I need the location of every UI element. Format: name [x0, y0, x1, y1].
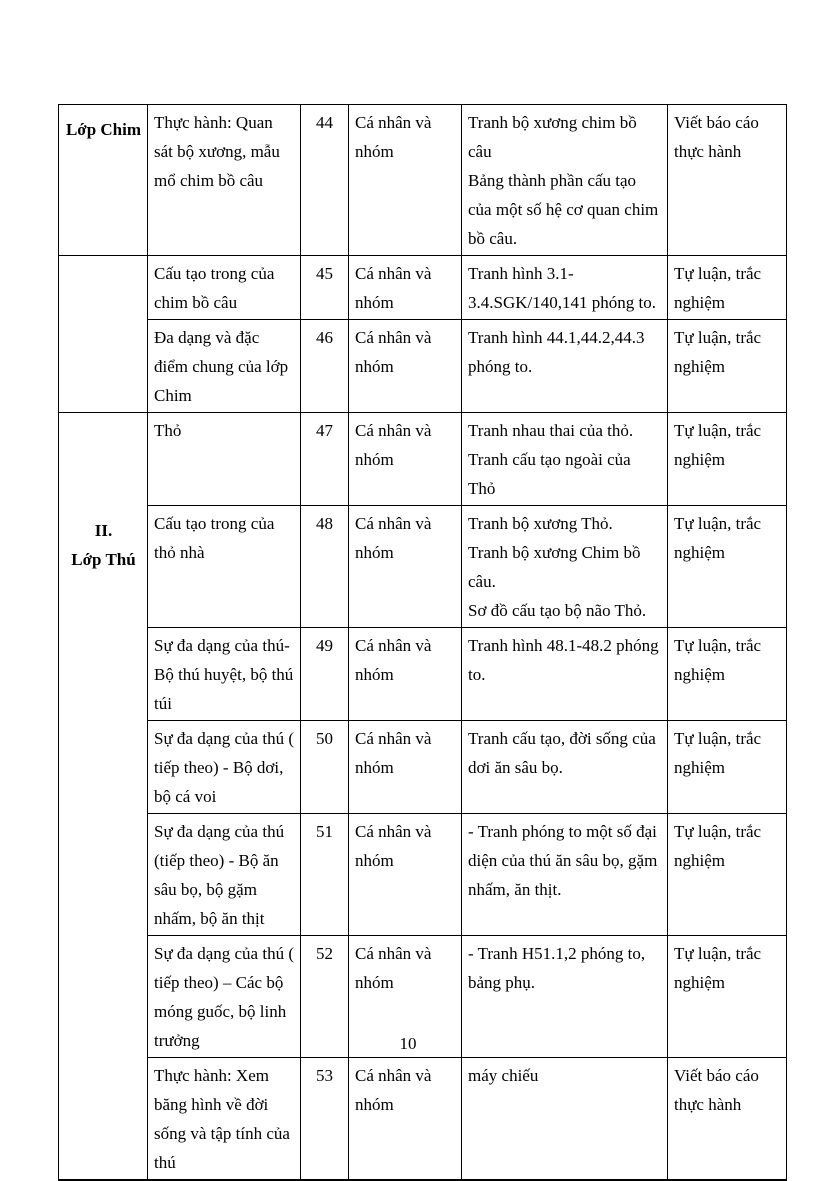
materials-cell — [462, 256, 668, 320]
lesson-cell: Cấu tạo trong của thỏ nhà — [148, 506, 301, 628]
materials-line: Tranh hình 3.1-3.4.SGK/140,141 phóng to. — [468, 264, 656, 312]
group-label-thu — [59, 506, 148, 628]
group-chim-text: Lớp Chim — [65, 120, 142, 139]
materials-line: Tranh cấu tạo, đời sống của dơi ăn sâu bọ. — [468, 729, 656, 777]
number-cell: 53 — [301, 1058, 349, 1181]
lesson-cell: Thỏ — [148, 413, 301, 506]
group-cell-blank — [59, 721, 148, 814]
number-cell: 52 — [301, 936, 349, 1058]
assessment-cell: Tự luận, trắc nghiệm — [668, 936, 787, 1058]
number-cell: 46 — [301, 320, 349, 413]
lesson-cell: Sự đa dạng của thú ( tiếp theo) - Bộ dơi, bộ cá voi — [148, 721, 301, 814]
lesson-cell: Thực hành: Quan sát bộ xương, mẫu mổ chim bồ câu — [148, 105, 301, 256]
materials-cell — [462, 413, 668, 506]
materials-cell — [462, 1058, 668, 1181]
materials-cell — [462, 814, 668, 936]
materials-cell — [462, 628, 668, 721]
group-cell-blank — [59, 320, 148, 413]
form-cell: Cá nhân và nhóm — [349, 936, 462, 1058]
materials-cell — [462, 721, 668, 814]
table-row — [59, 105, 787, 256]
table-row — [59, 721, 787, 814]
materials-line: - Tranh H51.1,2 phóng to, bảng phụ. — [468, 944, 646, 992]
table-row — [59, 628, 787, 721]
assessment-cell: Tự luận, trắc nghiệm — [668, 628, 787, 721]
materials-line: Sơ đồ cấu tạo bộ não Thỏ. — [468, 601, 647, 620]
number-cell: 47 — [301, 413, 349, 506]
assessment-cell: Tự luận, trắc nghiệm — [668, 721, 787, 814]
lesson-cell: Sự đa dạng của thú (tiếp theo) - Bộ ăn sâu bọ, bộ gặm nhấm, bộ ăn thịt — [148, 814, 301, 936]
lesson-plan-table — [58, 104, 787, 1181]
lesson-cell: Thực hành: Xem băng hình về đời sống và tập tính của thú — [148, 1058, 301, 1181]
assessment-cell: Tự luận, trắc nghiệm — [668, 814, 787, 936]
materials-line: máy chiếu — [468, 1066, 539, 1085]
group-thu-line1: II. — [94, 520, 113, 540]
table-row — [59, 256, 787, 320]
materials-line: - Tranh phóng to một số đại diện của thú ăn sâu bọ, gặm nhấm, ăn thịt. — [468, 822, 658, 899]
number-cell: 50 — [301, 721, 349, 814]
number-cell: 48 — [301, 506, 349, 628]
materials-cell — [462, 105, 668, 256]
page-number: 10 — [399, 1034, 417, 1053]
form-cell: Cá nhân và nhóm — [349, 413, 462, 506]
materials-line: Tranh cấu tạo ngoài của Thỏ — [468, 450, 631, 498]
group-thu-line2: Lớp Thú — [71, 549, 136, 569]
number-cell: 44 — [301, 105, 349, 256]
lesson-cell: Cấu tạo trong của chim bồ câu — [148, 256, 301, 320]
lesson-cell: Sự đa dạng của thú- Bộ thú huyệt, bộ thú túi — [148, 628, 301, 721]
materials-line: Tranh bộ xương chim bồ câu — [468, 113, 637, 161]
group-cell-blank — [59, 628, 148, 721]
materials-line: Bảng thành phần cấu tạo của một số hệ cơ quan chim bồ câu. — [468, 171, 659, 248]
number-cell: 51 — [301, 814, 349, 936]
lesson-cell: Đa dạng và đặc điểm chung của lớp Chim — [148, 320, 301, 413]
assessment-cell: Tự luận, trắc nghiệm — [668, 413, 787, 506]
group-cell-blank — [59, 256, 148, 320]
assessment-cell: Tự luận, trắc nghiệm — [668, 506, 787, 628]
form-cell: Cá nhân và nhóm — [349, 1058, 462, 1181]
group-cell-blank — [59, 814, 148, 936]
number-cell: 45 — [301, 256, 349, 320]
materials-line: Tranh hình 48.1-48.2 phóng to. — [468, 636, 659, 684]
lesson-cell: Sự đa dạng của thú ( tiếp theo) – Các bộ móng guốc, bộ linh trưởng — [148, 936, 301, 1058]
assessment-cell: Tự luận, trắc nghiệm — [668, 320, 787, 413]
form-cell: Cá nhân và nhóm — [349, 628, 462, 721]
number-cell: 49 — [301, 628, 349, 721]
form-cell: Cá nhân và nhóm — [349, 320, 462, 413]
assessment-cell: Viết báo cáo thực hành — [668, 105, 787, 256]
table-row — [59, 506, 787, 628]
group-cell-blank — [59, 413, 148, 506]
materials-cell — [462, 320, 668, 413]
form-cell: Cá nhân và nhóm — [349, 506, 462, 628]
assessment-cell: Tự luận, trắc nghiệm — [668, 256, 787, 320]
table-row — [59, 814, 787, 936]
materials-line: Tranh hình 44.1,44.2,44.3 phóng to. — [468, 328, 645, 376]
table-row — [59, 1058, 787, 1181]
materials-cell — [462, 506, 668, 628]
assessment-cell: Viết báo cáo thực hành — [668, 1058, 787, 1181]
table-row — [59, 413, 787, 506]
materials-line: Tranh bộ xương Chim bồ câu. — [468, 543, 641, 591]
table-row — [59, 320, 787, 413]
group-cell-blank — [59, 1058, 148, 1181]
form-cell: Cá nhân và nhóm — [349, 256, 462, 320]
materials-line: Tranh nhau thai của thỏ. — [468, 421, 634, 440]
form-cell: Cá nhân và nhóm — [349, 721, 462, 814]
materials-line: Tranh bộ xương Thỏ. — [468, 514, 613, 533]
form-cell: Cá nhân và nhóm — [349, 105, 462, 256]
form-cell: Cá nhân và nhóm — [349, 814, 462, 936]
group-label-chim — [59, 105, 148, 256]
